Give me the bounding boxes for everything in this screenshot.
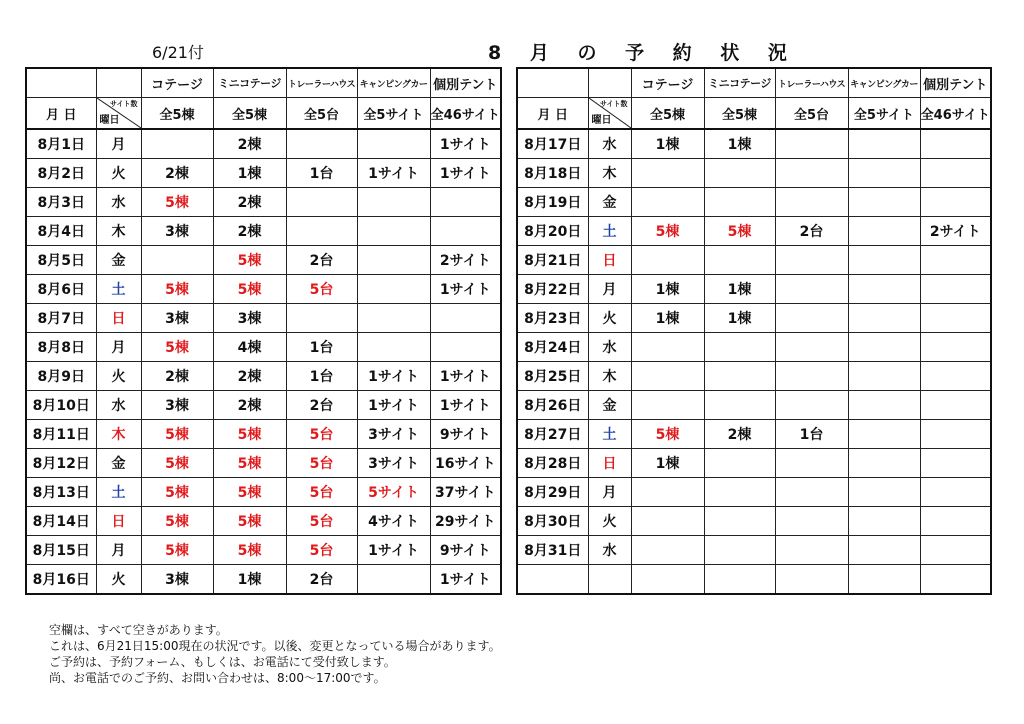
weekday-cell xyxy=(588,565,631,595)
camping-car-cell xyxy=(848,246,920,275)
table-row xyxy=(26,188,501,217)
tent-cell xyxy=(430,188,501,217)
tent-cell xyxy=(920,478,991,507)
weekday-cell: 金 xyxy=(588,188,631,217)
capacity-camping-car: 全5サイト xyxy=(357,98,430,130)
facility-header-row xyxy=(517,68,991,98)
tent-cell: 1サイト xyxy=(430,275,501,304)
trailer-house-cell xyxy=(286,217,357,246)
notes xyxy=(49,622,501,686)
date-cell: 8月29日 xyxy=(517,478,588,507)
camping-car-cell xyxy=(848,507,920,536)
reservation-table-right xyxy=(516,67,992,595)
weekday-cell: 木 xyxy=(588,159,631,188)
camping-car-cell: 1サイト xyxy=(357,391,430,420)
cottage-cell: 5棟 xyxy=(141,507,213,536)
cottage-cell xyxy=(631,333,704,362)
cottage-cell: 2棟 xyxy=(141,159,213,188)
weekday-cell: 金 xyxy=(96,449,141,478)
weekday-cell: 水 xyxy=(588,536,631,565)
cottage-cell xyxy=(631,536,704,565)
mini-cottage-cell xyxy=(704,478,775,507)
capacity-tent: 全46サイト xyxy=(920,98,991,130)
weekday-cell: 火 xyxy=(96,159,141,188)
mini-cottage-cell: 1棟 xyxy=(704,275,775,304)
cottage-cell xyxy=(631,507,704,536)
capacity-header-row xyxy=(517,98,991,130)
weekday-cell: 日 xyxy=(96,304,141,333)
header-weekday-count xyxy=(588,98,631,130)
table-row xyxy=(26,304,501,333)
trailer-house-cell: 5台 xyxy=(286,449,357,478)
reservation-table-left xyxy=(25,67,502,595)
header-mini-cottage: ミニコテージ xyxy=(213,68,286,98)
camping-car-cell xyxy=(357,304,430,333)
tent-cell xyxy=(430,333,501,362)
cottage-cell: 1棟 xyxy=(631,275,704,304)
tent-cell xyxy=(920,420,991,449)
cottage-cell xyxy=(631,565,704,595)
camping-car-cell xyxy=(357,565,430,595)
header-tent: 個別テント xyxy=(920,68,991,98)
weekday-cell: 月 xyxy=(588,275,631,304)
trailer-house-cell: 5台 xyxy=(286,275,357,304)
table-row xyxy=(26,478,501,507)
table-row xyxy=(26,420,501,449)
date-cell: 8月25日 xyxy=(517,362,588,391)
mini-cottage-cell: 2棟 xyxy=(213,362,286,391)
header-camping-car: キャンピングカー xyxy=(357,68,430,98)
mini-cottage-cell: 5棟 xyxy=(213,536,286,565)
date-cell: 8月13日 xyxy=(26,478,96,507)
tent-cell xyxy=(920,507,991,536)
camping-car-cell xyxy=(357,333,430,362)
weekday-cell: 火 xyxy=(588,507,631,536)
weekday-cell: 日 xyxy=(588,449,631,478)
header-trailer-house: トレーラーハウス xyxy=(286,68,357,98)
cottage-cell: 5棟 xyxy=(141,333,213,362)
trailer-house-cell: 1台 xyxy=(286,159,357,188)
tent-cell: 1サイト xyxy=(430,362,501,391)
date-cell: 8月2日 xyxy=(26,159,96,188)
weekday-cell: 月 xyxy=(96,333,141,362)
trailer-house-cell: 2台 xyxy=(286,391,357,420)
table-row xyxy=(517,362,991,391)
mini-cottage-cell: 1棟 xyxy=(213,159,286,188)
mini-cottage-cell: 5棟 xyxy=(213,420,286,449)
tent-cell xyxy=(430,304,501,333)
weekday-cell: 木 xyxy=(96,217,141,246)
weekday-cell: 金 xyxy=(588,391,631,420)
tent-cell xyxy=(920,391,991,420)
weekday-cell: 木 xyxy=(96,420,141,449)
trailer-house-cell xyxy=(775,333,848,362)
mini-cottage-cell: 5棟 xyxy=(213,246,286,275)
weekday-cell: 日 xyxy=(96,507,141,536)
date-cell: 8月8日 xyxy=(26,333,96,362)
tent-cell: 29サイト xyxy=(430,507,501,536)
camping-car-cell: 5サイト xyxy=(357,478,430,507)
facility-header-row xyxy=(26,68,501,98)
trailer-house-cell xyxy=(775,536,848,565)
date-cell: 8月14日 xyxy=(26,507,96,536)
trailer-house-cell: 1台 xyxy=(286,362,357,391)
table-row xyxy=(517,449,991,478)
weekday-cell: 月 xyxy=(96,129,141,159)
date-cell: 8月10日 xyxy=(26,391,96,420)
date-cell: 8月24日 xyxy=(517,333,588,362)
tent-cell xyxy=(920,449,991,478)
table-row xyxy=(517,420,991,449)
mini-cottage-cell xyxy=(704,188,775,217)
mini-cottage-cell: 2棟 xyxy=(213,391,286,420)
cottage-cell xyxy=(631,246,704,275)
table-row xyxy=(26,275,501,304)
mini-cottage-cell xyxy=(704,507,775,536)
date-cell: 8月23日 xyxy=(517,304,588,333)
weekday-cell: 火 xyxy=(96,362,141,391)
tent-cell: 2サイト xyxy=(920,217,991,246)
date-cell: 8月28日 xyxy=(517,449,588,478)
date-cell: 8月12日 xyxy=(26,449,96,478)
date-cell: 8月30日 xyxy=(517,507,588,536)
tent-cell: 16サイト xyxy=(430,449,501,478)
table-row xyxy=(26,507,501,536)
mini-cottage-cell xyxy=(704,333,775,362)
trailer-house-cell xyxy=(286,129,357,159)
table-row xyxy=(26,536,501,565)
table-row xyxy=(26,159,501,188)
trailer-house-cell xyxy=(775,188,848,217)
header-weekday-count xyxy=(96,98,141,130)
tent-cell xyxy=(920,536,991,565)
cottage-cell: 5棟 xyxy=(141,188,213,217)
trailer-house-cell: 5台 xyxy=(286,507,357,536)
mini-cottage-cell: 5棟 xyxy=(213,507,286,536)
trailer-house-cell xyxy=(775,159,848,188)
note-line: 空欄は、すべて空きがあります。 xyxy=(49,623,228,637)
date-cell: 8月1日 xyxy=(26,129,96,159)
header-trailer-house: トレーラーハウス xyxy=(775,68,848,98)
date-cell: 8月20日 xyxy=(517,217,588,246)
date-cell: 8月7日 xyxy=(26,304,96,333)
mini-cottage-cell xyxy=(704,536,775,565)
header-cottage: コテージ xyxy=(631,68,704,98)
cottage-cell: 5棟 xyxy=(141,478,213,507)
date-cell: 8月4日 xyxy=(26,217,96,246)
cottage-cell xyxy=(631,478,704,507)
mini-cottage-cell: 1棟 xyxy=(704,304,775,333)
date-cell: 8月27日 xyxy=(517,420,588,449)
cottage-cell xyxy=(631,159,704,188)
trailer-house-cell xyxy=(286,304,357,333)
trailer-house-cell xyxy=(775,246,848,275)
trailer-house-cell xyxy=(775,507,848,536)
mini-cottage-cell: 5棟 xyxy=(213,478,286,507)
table-row xyxy=(517,536,991,565)
camping-car-cell xyxy=(848,275,920,304)
mini-cottage-cell xyxy=(704,246,775,275)
camping-car-cell xyxy=(848,159,920,188)
header-tent: 個別テント xyxy=(430,68,501,98)
weekday-cell: 月 xyxy=(588,478,631,507)
camping-car-cell xyxy=(848,304,920,333)
date-cell: 8月31日 xyxy=(517,536,588,565)
trailer-house-cell: 5台 xyxy=(286,420,357,449)
tent-cell xyxy=(920,304,991,333)
tent-cell xyxy=(920,246,991,275)
trailer-house-cell xyxy=(775,275,848,304)
tent-cell xyxy=(920,275,991,304)
date-cell: 8月6日 xyxy=(26,275,96,304)
note-line: ご予約は、予約フォーム、もしくは、お電話にて受付致します。 xyxy=(49,655,396,669)
table-row xyxy=(517,478,991,507)
cottage-cell: 5棟 xyxy=(141,449,213,478)
mini-cottage-cell xyxy=(704,565,775,595)
trailer-house-cell: 2台 xyxy=(286,246,357,275)
mini-cottage-cell: 1棟 xyxy=(213,565,286,595)
weekday-cell: 水 xyxy=(96,391,141,420)
cottage-cell: 3棟 xyxy=(141,391,213,420)
camping-car-cell xyxy=(357,275,430,304)
weekday-cell: 土 xyxy=(96,275,141,304)
header-month-day: 月 日 xyxy=(26,98,96,130)
capacity-trailer-house: 全5台 xyxy=(286,98,357,130)
weekday-cell: 土 xyxy=(588,217,631,246)
mini-cottage-cell xyxy=(704,159,775,188)
cottage-cell: 1棟 xyxy=(631,449,704,478)
header-cottage: コテージ xyxy=(141,68,213,98)
cottage-cell: 5棟 xyxy=(631,420,704,449)
capacity-mini-cottage: 全5棟 xyxy=(704,98,775,130)
header-camping-car: キャンピングカー xyxy=(848,68,920,98)
date-cell: 8月5日 xyxy=(26,246,96,275)
weekday-cell: 火 xyxy=(96,565,141,595)
camping-car-cell xyxy=(848,449,920,478)
camping-car-cell xyxy=(848,217,920,246)
date-cell: 8月11日 xyxy=(26,420,96,449)
date-cell: 8月18日 xyxy=(517,159,588,188)
mini-cottage-cell: 2棟 xyxy=(213,217,286,246)
tent-cell xyxy=(920,333,991,362)
tent-cell xyxy=(920,129,991,159)
cottage-cell xyxy=(631,362,704,391)
page-title: 8 月 の 予 約 状 況 xyxy=(488,42,798,64)
date-cell xyxy=(517,565,588,595)
cottage-cell: 1棟 xyxy=(631,129,704,159)
table-row xyxy=(26,362,501,391)
header-count: サイト数 xyxy=(599,100,628,108)
camping-car-cell xyxy=(848,536,920,565)
camping-car-cell xyxy=(357,246,430,275)
camping-car-cell xyxy=(848,362,920,391)
camping-car-cell xyxy=(848,129,920,159)
table-row xyxy=(26,449,501,478)
camping-car-cell: 1サイト xyxy=(357,536,430,565)
weekday-cell: 水 xyxy=(588,333,631,362)
trailer-house-cell xyxy=(775,449,848,478)
camping-car-cell: 1サイト xyxy=(357,362,430,391)
mini-cottage-cell xyxy=(704,449,775,478)
tent-cell: 9サイト xyxy=(430,536,501,565)
header-weekday: 曜日 xyxy=(591,115,612,126)
weekday-cell: 火 xyxy=(588,304,631,333)
camping-car-cell xyxy=(357,217,430,246)
trailer-house-cell xyxy=(775,362,848,391)
table-row xyxy=(26,391,501,420)
cottage-cell: 2棟 xyxy=(141,362,213,391)
date-cell: 8月16日 xyxy=(26,565,96,595)
table-row xyxy=(26,246,501,275)
tent-cell: 1サイト xyxy=(430,565,501,595)
cottage-cell xyxy=(141,246,213,275)
capacity-tent: 全46サイト xyxy=(430,98,501,130)
date-cell: 8月21日 xyxy=(517,246,588,275)
trailer-house-cell: 5台 xyxy=(286,536,357,565)
mini-cottage-cell: 5棟 xyxy=(213,449,286,478)
table-row xyxy=(517,217,991,246)
camping-car-cell xyxy=(848,391,920,420)
trailer-house-cell xyxy=(775,478,848,507)
camping-car-cell xyxy=(848,188,920,217)
weekday-cell: 土 xyxy=(96,478,141,507)
table-row xyxy=(26,565,501,595)
capacity-mini-cottage: 全5棟 xyxy=(213,98,286,130)
trailer-house-cell xyxy=(775,565,848,595)
tent-cell xyxy=(430,217,501,246)
trailer-house-cell xyxy=(775,391,848,420)
trailer-house-cell: 2台 xyxy=(286,565,357,595)
header-mini-cottage: ミニコテージ xyxy=(704,68,775,98)
camping-car-cell: 3サイト xyxy=(357,449,430,478)
table-row xyxy=(517,304,991,333)
tent-cell: 37サイト xyxy=(430,478,501,507)
date-cell: 8月17日 xyxy=(517,129,588,159)
tent-cell xyxy=(920,188,991,217)
table-row xyxy=(517,333,991,362)
trailer-house-cell: 1台 xyxy=(286,333,357,362)
mini-cottage-cell: 1棟 xyxy=(704,129,775,159)
camping-car-cell xyxy=(848,333,920,362)
date-cell: 8月9日 xyxy=(26,362,96,391)
tent-cell xyxy=(920,362,991,391)
weekday-cell: 木 xyxy=(588,362,631,391)
weekday-cell: 土 xyxy=(588,420,631,449)
date-cell: 8月22日 xyxy=(517,275,588,304)
mini-cottage-cell: 5棟 xyxy=(213,275,286,304)
camping-car-cell xyxy=(848,420,920,449)
table-row xyxy=(26,333,501,362)
header-count: サイト数 xyxy=(109,100,138,108)
weekday-cell: 水 xyxy=(96,188,141,217)
trailer-house-cell: 5台 xyxy=(286,478,357,507)
date-cell: 8月3日 xyxy=(26,188,96,217)
cottage-cell xyxy=(631,188,704,217)
weekday-cell: 月 xyxy=(96,536,141,565)
trailer-house-cell xyxy=(286,188,357,217)
cottage-cell: 3棟 xyxy=(141,304,213,333)
weekday-cell: 水 xyxy=(588,129,631,159)
table-row xyxy=(517,391,991,420)
tent-cell: 2サイト xyxy=(430,246,501,275)
tent-cell xyxy=(920,159,991,188)
trailer-house-cell: 1台 xyxy=(775,420,848,449)
cottage-cell: 3棟 xyxy=(141,565,213,595)
date-cell: 8月19日 xyxy=(517,188,588,217)
weekday-cell: 日 xyxy=(588,246,631,275)
date-cell: 8月15日 xyxy=(26,536,96,565)
tent-cell: 1サイト xyxy=(430,391,501,420)
camping-car-cell: 1サイト xyxy=(357,159,430,188)
camping-car-cell xyxy=(848,478,920,507)
trailer-house-cell: 2台 xyxy=(775,217,848,246)
mini-cottage-cell: 3棟 xyxy=(213,304,286,333)
camping-car-cell: 4サイト xyxy=(357,507,430,536)
camping-car-cell xyxy=(848,565,920,595)
cottage-cell xyxy=(141,129,213,159)
capacity-header-row xyxy=(26,98,501,130)
trailer-house-cell xyxy=(775,304,848,333)
table-row xyxy=(26,129,501,159)
mini-cottage-cell: 4棟 xyxy=(213,333,286,362)
camping-car-cell xyxy=(357,188,430,217)
mini-cottage-cell: 2棟 xyxy=(704,420,775,449)
trailer-house-cell xyxy=(775,129,848,159)
mini-cottage-cell: 2棟 xyxy=(213,129,286,159)
camping-car-cell: 3サイト xyxy=(357,420,430,449)
mini-cottage-cell: 5棟 xyxy=(704,217,775,246)
table-row xyxy=(517,246,991,275)
table-row xyxy=(517,275,991,304)
table-row xyxy=(517,188,991,217)
tent-cell: 9サイト xyxy=(430,420,501,449)
header-month-day: 月 日 xyxy=(517,98,588,130)
table-row xyxy=(26,217,501,246)
capacity-trailer-house: 全5台 xyxy=(775,98,848,130)
mini-cottage-cell xyxy=(704,391,775,420)
mini-cottage-cell xyxy=(704,362,775,391)
cottage-cell: 3棟 xyxy=(141,217,213,246)
tent-cell: 1サイト xyxy=(430,129,501,159)
table-row xyxy=(517,507,991,536)
cottage-cell: 1棟 xyxy=(631,304,704,333)
cottage-cell: 5棟 xyxy=(631,217,704,246)
capacity-camping-car: 全5サイト xyxy=(848,98,920,130)
capacity-cottage: 全5棟 xyxy=(141,98,213,130)
camping-car-cell xyxy=(357,129,430,159)
capacity-cottage: 全5棟 xyxy=(631,98,704,130)
table-row xyxy=(517,565,991,595)
weekday-cell: 金 xyxy=(96,246,141,275)
cottage-cell: 5棟 xyxy=(141,536,213,565)
cottage-cell xyxy=(631,391,704,420)
issue-date: 6/21付 xyxy=(152,43,204,62)
note-line: これは、6月21日15:00現在の状況です。以後、変更となっている場合があります。 xyxy=(49,639,501,653)
note-line: 尚、お電話でのご予約、お問い合わせは、8:00～17:00です。 xyxy=(49,671,386,685)
header-weekday: 曜日 xyxy=(99,115,120,126)
table-row xyxy=(517,129,991,159)
cottage-cell: 5棟 xyxy=(141,275,213,304)
tent-cell xyxy=(920,565,991,595)
tent-cell: 1サイト xyxy=(430,159,501,188)
date-cell: 8月26日 xyxy=(517,391,588,420)
table-row xyxy=(517,159,991,188)
cottage-cell: 5棟 xyxy=(141,420,213,449)
mini-cottage-cell: 2棟 xyxy=(213,188,286,217)
